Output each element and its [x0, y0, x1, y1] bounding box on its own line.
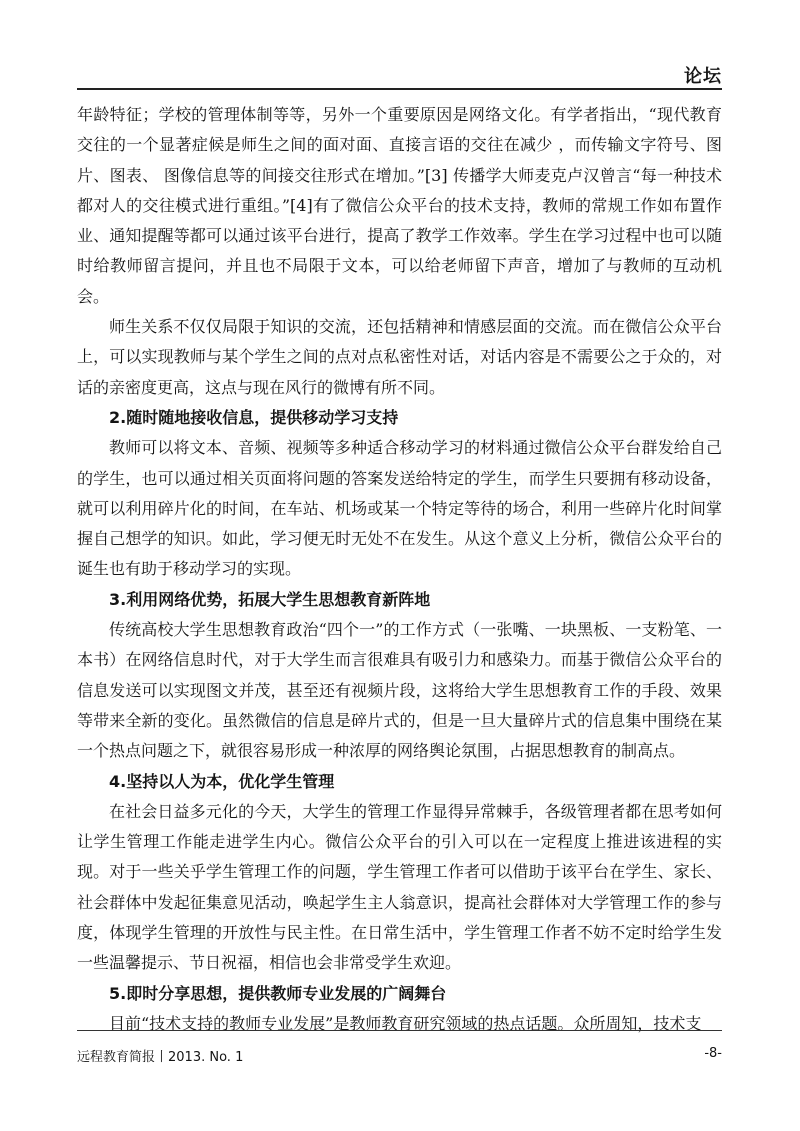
section-heading-5: 5.即时分享思想，提供教师专业发展的广阔舞台 [109, 983, 447, 1003]
paragraph-5: 在社会日益多元化的今天，大学生的管理工作显得异常棘手，各级管理者都在思考如何让学生管理工作能走进学生内心。微信公众平台的引入可以在一定程度上推进该进程的实现。对于一些关乎学生管理工作的问题，学生管理工作者可以借助于该平台在学生、家长、社会群体中发起征集意见活动，唤起学生主人翁意识，提高社会群体对大学管理工作的参与度，体现学生管理的开放性与民主性。在日常生活中，学生管理工作者不妨不定时给学生发一些温馨提示、节日祝福，相信也会非常受学生欢迎。 [77, 801, 722, 973]
section-heading-4: 4.坚持以人为本，优化学生管理 [109, 771, 335, 791]
paragraph-2: 师生关系不仅仅局限于知识的交流，还包括精神和情感层面的交流。而在微信公众平台上，可以实现教师与某个学生之间的点对点私密性对话，对话内容是不需要公之于众的，对话的亲密度更高，这点与现在风行的微博有所不同。 [77, 317, 722, 397]
section-heading-3: 3.利用网络优势，拓展大学生思想教育新阵地 [109, 589, 431, 609]
section-title: 论坛 [684, 66, 722, 87]
section-heading-2: 2.随时随地接收信息，提供移动学习支持 [109, 407, 399, 427]
header-divider [77, 88, 722, 90]
paragraph-3: 教师可以将文本、音频、视频等多种适合移动学习的材料通过微信公众平台群发给自己的学生，也可以通过相关页面将问题的答案发送给特定的学生，而学生只要拥有移动设备，就可以利用碎片化的时间，在车站、机场或某一个特定等待的场合，利用一些碎片化时间掌握自己想学的知识。如此，学习便无时无处不在发生。从这个意义上分析，微信公众平台的诞生也有助于移动学习的实现。 [77, 438, 722, 579]
journal-name: 远程教育简报丨2013. No. 1 [77, 1050, 244, 1065]
page-number: -8- [704, 1046, 722, 1061]
article-body [77, 100, 722, 1039]
paragraph-1: 年龄特征；学校的管理体制等等，另外一个重要原因是网络文化。有学者指出，“现代教育交往的一个显著症候是师生之间的面对面、直接言语的交往在减少 ，而传输文字符号、图片、图表、 图像信息等的间接交往形式在增加。”[3] 传播学大师麦克卢汉曾言“每一种技术都对人的交往模式进行重组。”[4]有了微信公众平台的技术支持，教师的常规工作如布置作业、通知提醒等都可以通过该平台进行，提高了教学工作效率。学生在学习过程中也可以随时给教师留言提问，并且也不局限于文本，可以给老师留下声音，增加了与教师的互动机会。 [77, 105, 722, 306]
paragraph-4: 传统高校大学生思想教育政治“四个一”的工作方式（一张嘴、一块黑板、一支粉笔、一本书）在网络信息时代，对于大学生而言很难具有吸引力和感染力。而基于微信公众平台的信息发送可以实现图文并茂，甚至还有视频片段，这将给大学生思想教育工作的手段、效果等带来全新的变化。虽然微信的信息是碎片式的，但是一旦大量碎片式的信息集中围绕在某一个热点问题之下，就很容易形成一种浓厚的网络舆论氛围，占据思想教育的制高点。 [77, 620, 722, 761]
paragraph-6: 目前“技术支持的教师专业发展”是教师教育研究领域的热点话题。众所周知，技术支 [109, 1013, 702, 1033]
footer-divider [77, 1030, 722, 1031]
